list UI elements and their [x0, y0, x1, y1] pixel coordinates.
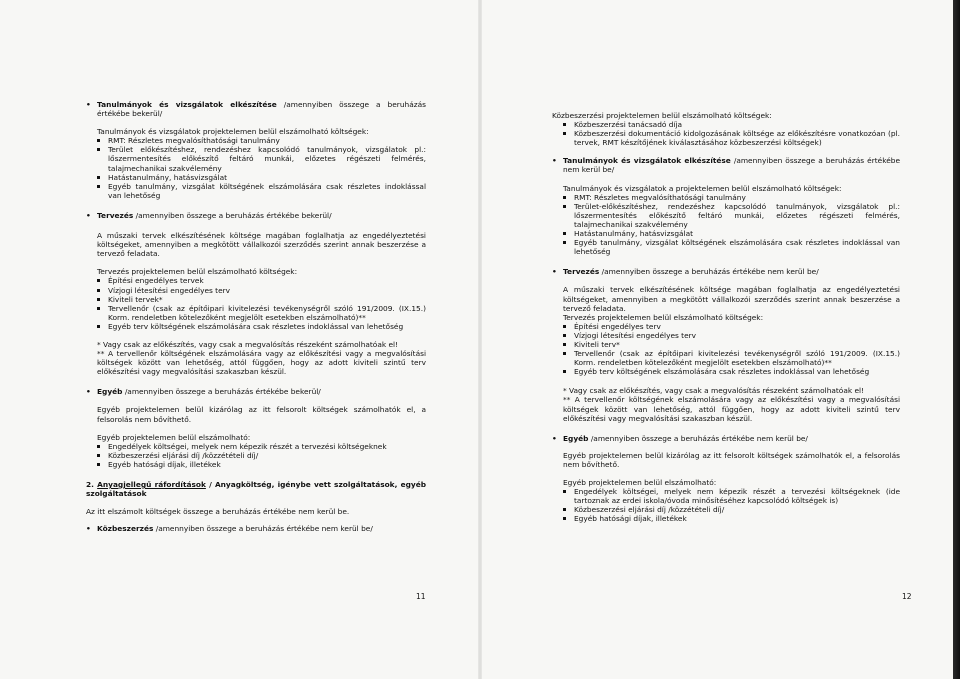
footnote: ** A tervellenőr költségének elszámolására vagy az előkészítési vagy a megvalósítási költségek között van lehetőség, attól függően, hogy az adott kiviteli szintű terv előkészítési vagy megvalósítási szakaszban készül.	[97, 349, 426, 377]
section-heading-egyeb	[552, 434, 900, 443]
right-page	[480, 0, 960, 679]
list-item: Egyéb tanulmány, vizsgálat költségének elszámolására csak részletes indoklással van lehetőség	[574, 238, 900, 257]
list-item: Hatástanulmány, hatásvizsgálat	[108, 173, 426, 182]
list-item: Terület előkészítéshez, rendezéshez kapcsolódó tanulmányok, vizsgálatok pl.: lőszermentesítés előkészítő feltáró munkái, előzetes régészeti felmérés, talajmechanikai szakvélemény	[108, 145, 426, 173]
bullet-dot: •	[552, 433, 557, 443]
bullet-list	[86, 442, 426, 469]
list-intro: Tervezés projektelemen belül elszámolható költségek:	[563, 312, 764, 322]
list-intro: Tanulmányok és vizsgálatok a projektelemen belül elszámolható költségek:	[563, 183, 842, 193]
heading-rest: /amennyiben összege a beruházás értékébe nem kerül be/	[563, 156, 900, 175]
list-item: Tervellenőr (csak az építőipari kivitelezési tevékenységről szóló 191/2009. (IX.15.) Korm. rendeletben kötelezőként megjelölt esetekben elszámolható)**	[574, 349, 900, 368]
list-item: Terület-előkészítéshez, rendezéshez kapcsolódó tanulmányok, vizsgálatok pl.: lőszermentesítés előkészítő feltáró munkái, előzetes régészeti felmérés, talajmechanikai szakvélemény	[574, 201, 900, 229]
bullet-dot: •	[552, 267, 557, 277]
list-item: Vízjogi létesítési engedélyes terv	[574, 331, 900, 340]
bullet-dot: •	[552, 156, 557, 166]
heading-bold: Tervezés	[563, 267, 600, 277]
heading-bold: Tervezés	[97, 210, 134, 220]
chapter-number: 2.	[86, 480, 94, 489]
list-item: Közbeszerzési eljárási díj /közzétételi díj/	[574, 505, 900, 514]
list-item: RMT: Részletes megvalósíthatósági tanulmány	[108, 136, 426, 145]
footnote: ** A tervellenőr költségének elszámolására vagy az előkészítési vagy a megvalósítási költségek között van lehetőség, attól függően, hogy az adott kiviteli szintű terv előkészítési vagy megvalósítási szakaszban készül.	[563, 395, 900, 423]
bullet-list	[552, 487, 900, 523]
list-item: Vízjogi létesítési engedélyes terv	[108, 286, 426, 295]
list-item: Kiviteli tervek*	[108, 295, 426, 304]
paragraph: Egyéb projektelemen belül kizárólag az itt felsorolt költségek számolhatók el, a felsorolás nem bővíthető.	[97, 405, 426, 424]
heading-rest: /amennyiben összege a beruházás értékébe bekerül/	[122, 387, 321, 397]
page-number: 12	[902, 592, 912, 601]
section-heading-tanulmanyok	[86, 100, 426, 118]
paragraph: Az itt elszámolt költségek összege a beruházás értékébe nem kerül be.	[86, 507, 350, 517]
list-item: Kiviteli terv*	[574, 340, 900, 349]
bullet-list	[552, 322, 900, 377]
list-intro: Közbeszerzési projektelemen belül elszámolható költségek:	[552, 111, 772, 120]
heading-rest: /amennyiben összege a beruházás értékébe bekerül/	[133, 210, 332, 220]
paragraph: A műszaki tervek elkészítésének költsége magában foglalhatja az engedélyeztetési költségeket, amennyiben a megkötött vállalkozói szerződés szerint annak beszerzése a tervező feladata.	[563, 285, 900, 313]
list-item: Egyéb terv költségének elszámolására csak részletes indoklással van lehetőség	[108, 322, 426, 331]
heading-rest: /amennyiben összege a beruházás értékébe nem kerül be/	[153, 524, 373, 534]
paragraph: A műszaki tervek elkészítésének költsége magában foglalhatja az engedélyeztetési költségeket, amennyiben a megkötött vállalkozói szerződés szerint annak beszerzése a tervező feladata.	[97, 231, 426, 259]
page-number: 11	[416, 592, 426, 601]
list-item: Építési engedélyes tervek	[108, 276, 426, 285]
list-item: RMT: Részletes megvalósíthatósági tanulmány	[574, 193, 900, 202]
list-item: Közbeszerzési tanácsadó díja	[574, 120, 900, 129]
scan-edge	[953, 0, 960, 679]
bullet-dot: •	[86, 100, 91, 109]
chapter-title-underlined: Anyagjellegű ráfordítások	[97, 480, 206, 489]
list-item: Építési engedélyes terv	[574, 322, 900, 331]
section-heading-kozbeszerzes	[86, 524, 426, 533]
list-intro: Egyéb projektelemen belül elszámolható:	[563, 478, 717, 487]
heading-rest: /amennyiben összege a beruházás értékébe bekerül/	[97, 100, 426, 119]
section-heading-egyeb	[86, 387, 426, 396]
footnote: * Vagy csak az előkészítés, vagy csak a megvalósítás részeként számolhatóak el!	[563, 386, 865, 396]
section-heading-tanulmanyok	[552, 156, 900, 174]
bullet-dot: •	[86, 387, 91, 397]
section-heading-tervezes	[86, 211, 426, 220]
list-item: Egyéb hatósági díjak, illetékek	[574, 514, 900, 523]
list-item: Tervellenőr (csak az építőipari kivitelezési tevékenységről szóló 191/2009. (IX.15.) Korm. rendeletben kötelezőként megjelölt esetekben elszámolható)**	[108, 303, 426, 322]
chapter-heading	[86, 480, 426, 498]
bullet-list	[86, 136, 426, 200]
heading-bold: Egyéb	[563, 433, 589, 443]
list-item: Egyéb terv költségének elszámolására csak részletes indoklással van lehetőség	[574, 367, 900, 376]
right-page-content	[552, 111, 900, 523]
chapter-title-rest: / Anyagköltség, igénybe vett szolgáltatások, egyéb szolgáltatások	[86, 480, 427, 499]
list-item: Hatástanulmány, hatásvizsgálat	[574, 229, 900, 238]
section-heading-tervezes	[552, 267, 900, 276]
list-item: Közbeszerzési eljárási díj /közzétételi díj/	[108, 451, 426, 460]
paragraph: Egyéb projektelemen belül kizárólag az itt felsorolt költségek számolhatók el, a felsorolás nem bővíthető.	[563, 450, 900, 469]
list-item: Közbeszerzési dokumentáció kidolgozásának költsége az előkészítésre vonatkozóan (pl. tervek, RMT készítőjének kiválasztásához közbeszerzési költségek)	[574, 129, 900, 148]
bullet-list	[552, 193, 900, 257]
list-intro: Tervezés projektelemen belül elszámolható költségek:	[97, 267, 298, 277]
bullet-dot: •	[86, 524, 91, 534]
list-item: Engedélyek költségei, melyek nem képezik részét a tervezési költségeknek (ide tartoznak az erdei iskola/óvoda minősítéséhez kapcsolódó költségek is)	[574, 487, 900, 506]
bullet-list	[552, 120, 900, 147]
list-intro: Tanulmányok és vizsgálatok projektelemen belül elszámolható költségek:	[97, 127, 369, 137]
list-item: Egyéb tanulmány, vizsgálat költségének elszámolására csak részletes indoklással van lehetőség	[108, 181, 426, 200]
heading-bold: Tanulmányok és vizsgálatok elkészítése	[97, 100, 277, 109]
list-item: Egyéb hatósági díjak, illetékek	[108, 460, 426, 469]
list-intro: Egyéb projektelemen belül elszámolható:	[97, 432, 251, 442]
left-page-content	[86, 100, 426, 533]
heading-bold: Közbeszerzés	[97, 524, 154, 534]
heading-rest: /amennyiben összege a beruházás értékébe nem kerül be/	[599, 267, 819, 277]
bullet-list	[86, 276, 426, 331]
heading-rest: /amennyiben összege a beruházás értékébe nem kerül be/	[588, 433, 808, 443]
footnote: * Vagy csak az előkészítés, vagy csak a megvalósítás részeként számolhatóak el!	[97, 339, 399, 349]
bullet-dot: •	[86, 210, 91, 220]
heading-bold: Egyéb	[97, 387, 123, 397]
list-item: Engedélyek költségei, melyek nem képezik részét a tervezési költségeknek	[108, 442, 426, 451]
heading-bold: Tanulmányok és vizsgálatok elkészítése	[563, 156, 731, 166]
